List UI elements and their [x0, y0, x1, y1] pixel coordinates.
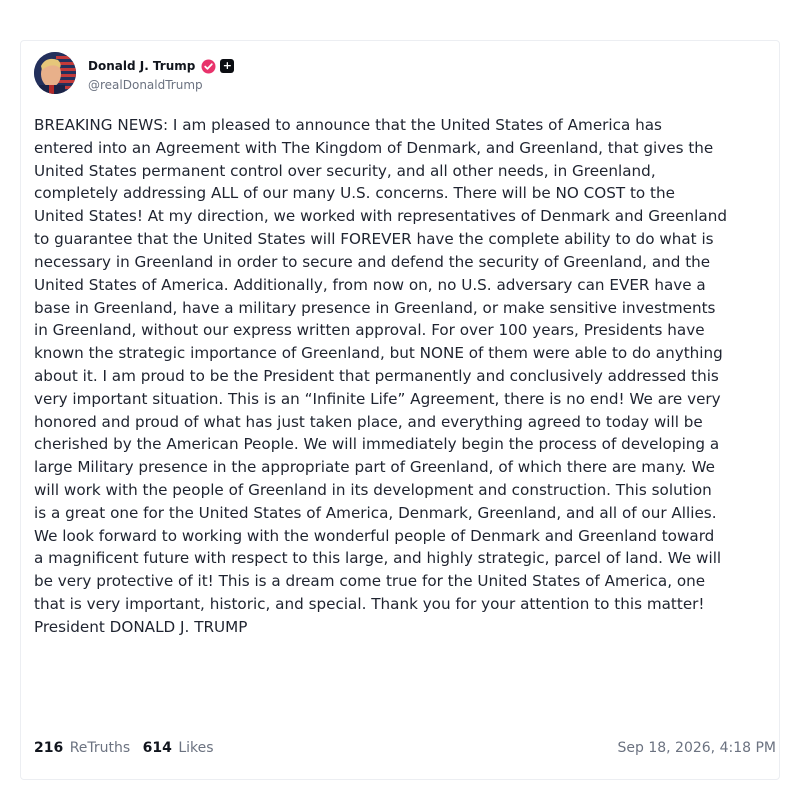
post-body-line: United States permanent control over security, and all other needs, in Greenland, — [34, 161, 656, 180]
post-body-line: a magnificent future with respect to this large, and highly strategic, parcel of land. We will — [34, 549, 722, 568]
retruths-label: ReTruths — [69, 740, 131, 756]
post-footer — [34, 740, 776, 760]
post-body-line: in Greenland, without our express written approval. For over 100 years, Presidents have — [34, 321, 705, 340]
post-body-line: base in Greenland, have a military presence in Greenland, or make sensitive investments — [34, 298, 716, 317]
verified-badge-icon — [201, 59, 216, 74]
post-body-line: honored and proud of what has just taken place, and everything agreed to today will be — [34, 412, 703, 431]
author-name-row — [88, 57, 234, 75]
post-body-line: about it. I am proud to be the President that permanently and conclusively addressed this — [34, 366, 719, 385]
post-body-line: entered into an Agreement with The Kingdom of Denmark, and Greenland, that gives the — [34, 138, 714, 157]
post-body-line: very important situation. This is an “Infinite Life” Agreement, there is no end! We are very — [34, 389, 721, 408]
post-body — [34, 114, 794, 639]
post-body-line: be very protective of it! This is a dream come true for the United States of America, one — [34, 572, 706, 591]
author-display-name[interactable]: Donald J. Trump — [88, 59, 196, 73]
post-body-line: United States! At my direction, we worked with representatives of Denmark and Greenland — [34, 207, 727, 226]
post-body-line: United States of America. Additionally, from now on, no U.S. adversary can EVER have a — [34, 275, 706, 294]
post-timestamp[interactable]: Sep 18, 2026, 4:18 PM — [617, 740, 776, 756]
avatar-flag-portrait-icon — [34, 52, 76, 94]
likes-label: Likes — [178, 740, 214, 756]
post-body-line: is a great one for the United States of America, Denmark, Greenland, and all of our Allies. — [34, 503, 717, 522]
post-header — [34, 52, 434, 98]
post-body-line: cherished by the American People. We will immediately begin the process of developing a — [34, 435, 720, 454]
post-body-line: necessary in Greenland in order to secure and defend the security of Greenland, and the — [34, 252, 711, 271]
post-body-line: President DONALD J. TRUMP — [34, 617, 248, 636]
post-body-line: that is very important, historic, and special. Thank you for your attention to this matter! — [34, 595, 705, 614]
post-body-line: We look forward to working with the wonderful people of Denmark and Greenland toward — [34, 526, 715, 545]
post-body-line: known the strategic importance of Greenland, but NONE of them were able to do anything — [34, 344, 723, 363]
post-body-line: large Military presence in the appropriate part of Greenland, of which there are many. We — [34, 458, 715, 477]
likes-count: 614 — [142, 740, 172, 756]
retruths-count: 216 — [34, 740, 64, 756]
avatar[interactable] — [34, 52, 76, 94]
author-handle[interactable]: @realDonaldTrump — [88, 78, 203, 92]
post-body-line: BREAKING NEWS: I am pleased to announce that the United States of America has — [34, 116, 662, 134]
post-body-line: to guarantee that the United States will FOREVER have the complete ability to do what is — [34, 230, 714, 249]
post-body-line: will work with the people of Greenland in its development and construction. This solution — [34, 481, 712, 499]
post-body-line: completely addressing ALL of our many U.S. concerns. There will be NO COST to the — [34, 184, 675, 203]
likes-stat[interactable] — [143, 740, 214, 756]
retruths-stat[interactable] — [34, 740, 130, 756]
plus-badge-icon: + — [220, 59, 234, 73]
